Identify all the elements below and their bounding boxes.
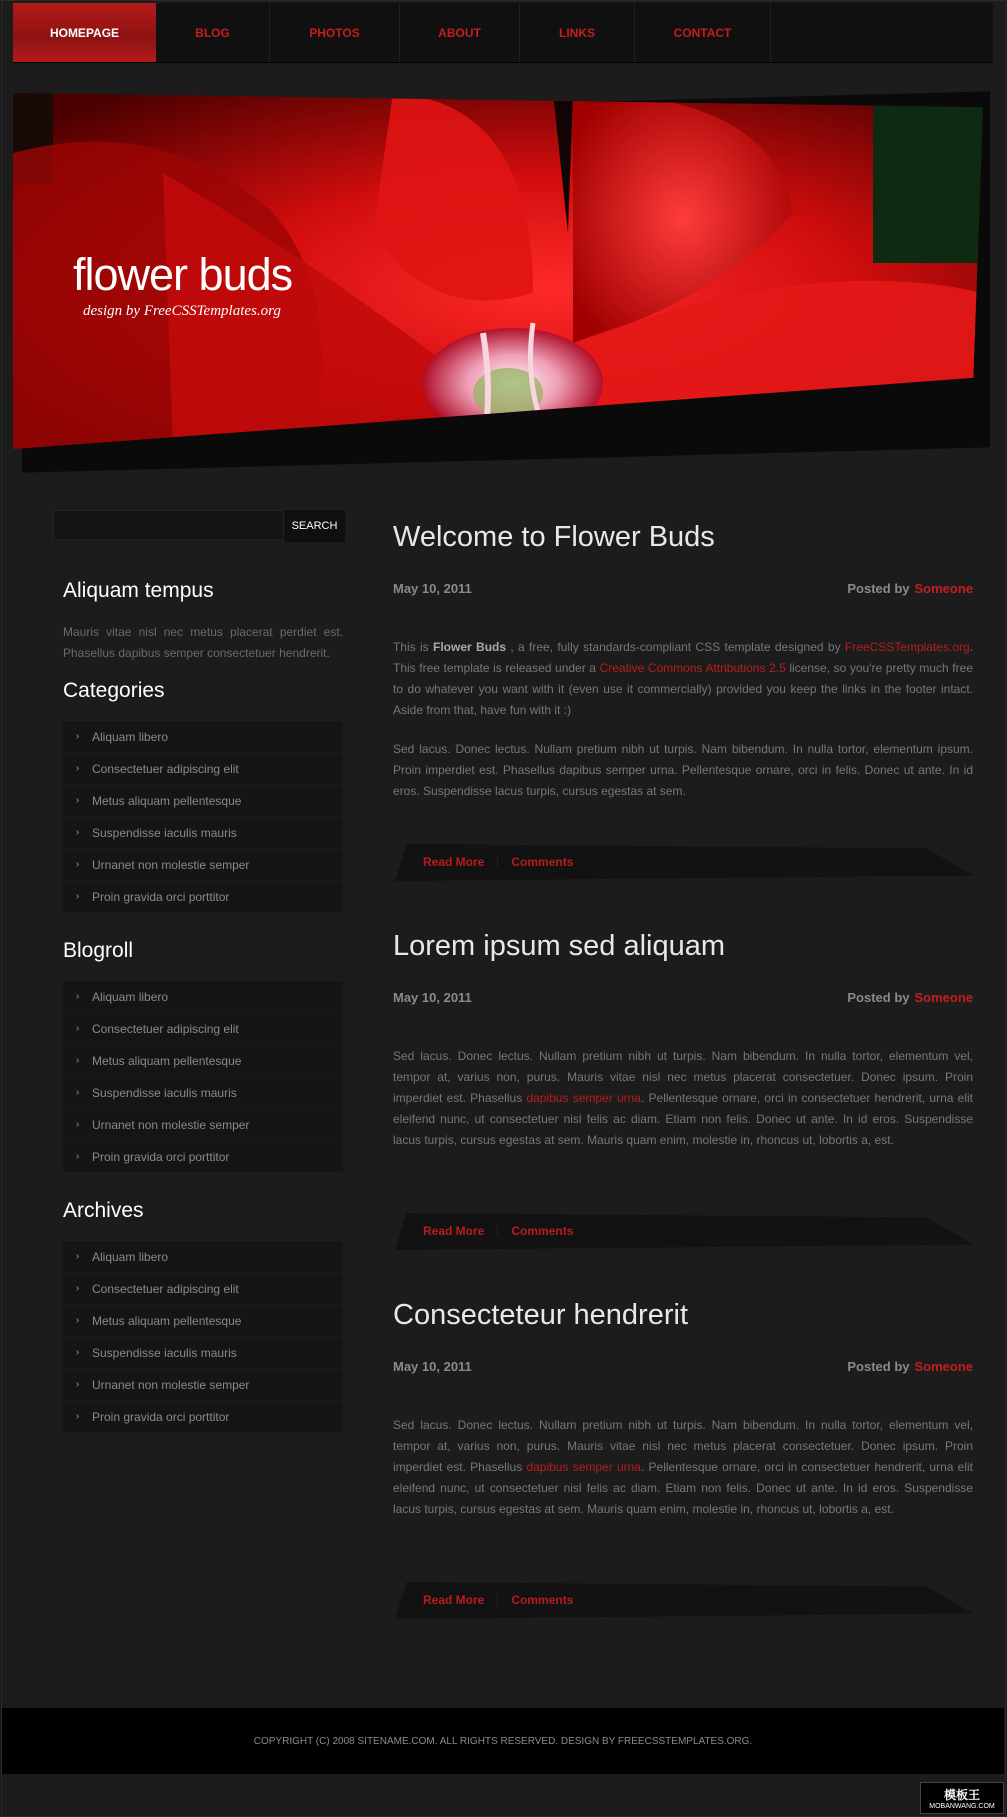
chevron-right-icon: › [75, 1347, 80, 1358]
site-tagline: design by FreeCSSTemplates.org [83, 303, 281, 319]
sidebar-heading-about: Aliquam tempus [63, 579, 214, 602]
chevron-right-icon: › [75, 1023, 80, 1034]
post-inline-link[interactable]: FreeCSSTemplates.org [844, 640, 970, 654]
blogroll-list [63, 981, 343, 1173]
post-paragraph: This is Flower Buds , a free, fully standards-compliant CSS template designed by FreeCSSTemplates.org. This free template is released under a Creative Commons Attributions 2.5 license, so you're pretty much free to do whatever you want with it (even use it commercially) provided you keep the links in the footer intact. Aside from that, have fun with it :) [393, 640, 973, 717]
post-paragraph: Sed lacus. Donec lectus. Nullam pretium nibh ut turpis. Nam bibendum. In nulla tortor, elementum ipsum. Proin imperdiet est. Phasellus dapibus semper urna. Pellentesque ornare, orci in felis. Donec ut ante. In id eros. Suspendisse lacus turpis, cursus egestas at sem. [393, 742, 973, 798]
archive-item[interactable]: › Metus aliquam pellentesque [63, 1305, 343, 1337]
chevron-right-icon: › [75, 827, 80, 838]
comments-link[interactable]: Comments [511, 1224, 574, 1238]
post-title[interactable]: Lorem ipsum sed aliquam [393, 930, 726, 962]
post-date: May 10, 2011 [393, 990, 472, 1005]
chevron-right-icon: › [75, 1251, 80, 1262]
category-item[interactable]: › Consectetuer adipiscing elit [63, 753, 343, 785]
post-links-bar [395, 1582, 973, 1619]
post-meta [393, 581, 973, 596]
category-item[interactable]: › Suspendisse iaculis mauris [63, 817, 343, 849]
sidebar-heading-archives: Archives [63, 1199, 144, 1222]
blogroll-item[interactable]: › Suspendisse iaculis mauris [63, 1077, 343, 1109]
read-more-link[interactable]: Read More [423, 1224, 485, 1238]
post-inline-link[interactable]: dapibus semper urna [526, 1460, 641, 1474]
footer [2, 1708, 1004, 1774]
chevron-right-icon: › [75, 891, 80, 902]
chevron-right-icon: › [75, 1151, 80, 1162]
comments-link[interactable]: Comments [511, 855, 574, 869]
archive-item[interactable]: › Aliquam libero [63, 1241, 343, 1273]
chevron-right-icon: › [75, 1283, 80, 1294]
search-button[interactable]: SEARCH [284, 510, 345, 542]
watermark-line2: MOBANWANG.COM [929, 1803, 995, 1810]
post-byline: Posted by Someone [847, 990, 973, 1005]
read-more-link[interactable]: Read More [423, 855, 485, 869]
search-box [53, 510, 345, 542]
chevron-right-icon: › [75, 1379, 80, 1390]
post-inline-link[interactable]: Creative Commons Attributions 2.5 [599, 661, 786, 675]
menu-item-homepage[interactable]: HOMEPAGE [13, 3, 156, 62]
archive-item[interactable]: › Proin gravida orci porttitor [63, 1401, 343, 1433]
watermark-logo [920, 1782, 1004, 1814]
sidebar-about-text: Mauris vitae nisl nec metus placerat perdiet est. Phasellus dapibus semper consectetuer hendrerit. [63, 625, 343, 660]
watermark-line1: 模板王 [943, 1788, 980, 1802]
archive-item[interactable]: › Consectetuer adipiscing elit [63, 1273, 343, 1305]
post-byline: Posted by Someone [847, 1359, 973, 1374]
blogroll-item[interactable]: › Metus aliquam pellentesque [63, 1045, 343, 1077]
separator [497, 1594, 498, 1606]
post-date: May 10, 2011 [393, 1359, 472, 1374]
archive-item[interactable]: › Urnanet non molestie semper [63, 1369, 343, 1401]
copyright-text: COPYRIGHT (C) 2008 SITENAME.COM. ALL RIGHTS RESERVED. DESIGN BY FREECSSTEMPLATES.ORG. [253, 1735, 753, 1747]
search-input[interactable] [53, 510, 284, 540]
menu-item-links[interactable]: LINKS [520, 3, 635, 62]
site-title: flower buds [73, 249, 293, 300]
categories-list [63, 721, 343, 913]
menu-item-about[interactable]: ABOUT [400, 3, 520, 62]
post-author-link[interactable]: Someone [914, 990, 973, 1005]
blogroll-item[interactable]: › Urnanet non molestie semper [63, 1109, 343, 1141]
menu-item-contact[interactable]: CONTACT [635, 3, 771, 62]
menu-item-photos[interactable]: PHOTOS [270, 3, 400, 62]
blogroll-item[interactable]: › Aliquam libero [63, 981, 343, 1013]
chevron-right-icon: › [75, 1315, 80, 1326]
chevron-right-icon: › [75, 991, 80, 1002]
post-author-link[interactable]: Someone [914, 581, 973, 596]
comments-link[interactable]: Comments [511, 1593, 574, 1607]
sidebar-heading-categories: Categories [63, 679, 165, 702]
post-paragraph: Sed lacus. Donec lectus. Nullam pretium nibh ut turpis. Nam bibendum. In nulla tortor, elementum vel, tempor at, varius non, purus. Mauris vitae nisl nec metus placerat consectetuer. Donec ipsum. Proin imperdiet est. Phasellus dapibus semper urna. Pellentesque ornare, orci in consectetuer hendrerit, urna elit eleifend nunc, ut consectetuer nisl felis ac diam. Etiam non felis. Donec ut ante. In id eros. Suspendisse lacus turpis, cursus egestas at sem. Mauris quam enim, molestie in, rhoncus ut, lobortis a, est. [393, 1049, 974, 1147]
post-date: May 10, 2011 [393, 581, 472, 596]
category-item[interactable]: › Metus aliquam pellentesque [63, 785, 343, 817]
post-paragraph: Sed lacus. Donec lectus. Nullam pretium nibh ut turpis. Nam bibendum. In nulla tortor, elementum vel, tempor at, varius non, purus. Mauris vitae nisl nec metus placerat consectetuer. Donec ipsum. Proin imperdiet est. Phasellus dapibus semper urna. Pellentesque ornare, orci in consectetuer hendrerit, urna elit eleifend nunc, ut consectetuer nisl felis ac diam. Etiam non felis. Donec ut ante. In id eros. Suspendisse lacus turpis, cursus egestas at sem. Mauris quam enim, molestie in, rhoncus ut, lobortis a, est. [393, 1418, 974, 1516]
post-body [393, 637, 973, 820]
post-author-link[interactable]: Someone [914, 1359, 973, 1374]
post-links-bar [395, 1213, 973, 1250]
separator [497, 1225, 498, 1237]
category-item[interactable]: › Proin gravida orci porttitor [63, 881, 343, 913]
sidebar-heading-blogroll: Blogroll [63, 939, 134, 962]
main-menu [13, 3, 993, 63]
post-body [393, 1415, 973, 1538]
chevron-right-icon: › [75, 1055, 80, 1066]
archives-list [63, 1241, 343, 1433]
chevron-right-icon: › [75, 731, 80, 742]
chevron-right-icon: › [75, 1119, 80, 1130]
chevron-right-icon: › [75, 859, 80, 870]
post-meta [393, 990, 973, 1005]
chevron-right-icon: › [75, 1411, 80, 1422]
post-title[interactable]: Consecteteur hendrerit [393, 1299, 688, 1331]
chevron-right-icon: › [75, 795, 80, 806]
post-links-bar [395, 844, 973, 881]
read-more-link[interactable]: Read More [423, 1593, 485, 1607]
category-item[interactable]: › Urnanet non molestie semper [63, 849, 343, 881]
archive-item[interactable]: › Suspendisse iaculis mauris [63, 1337, 343, 1369]
post-inline-link[interactable]: dapibus semper urna [526, 1091, 641, 1105]
menu-item-blog[interactable]: BLOG [156, 3, 270, 62]
category-item[interactable]: › Aliquam libero [63, 721, 343, 753]
post-byline: Posted by Someone [847, 581, 973, 596]
post-body [393, 1046, 973, 1169]
post-meta [393, 1359, 973, 1374]
blogroll-item[interactable]: › Consectetuer adipiscing elit [63, 1013, 343, 1045]
blogroll-item[interactable]: › Proin gravida orci porttitor [63, 1141, 343, 1173]
post-title[interactable]: Welcome to Flower Buds [393, 521, 715, 553]
chevron-right-icon: › [75, 763, 80, 774]
chevron-right-icon: › [75, 1087, 80, 1098]
separator [497, 856, 498, 868]
